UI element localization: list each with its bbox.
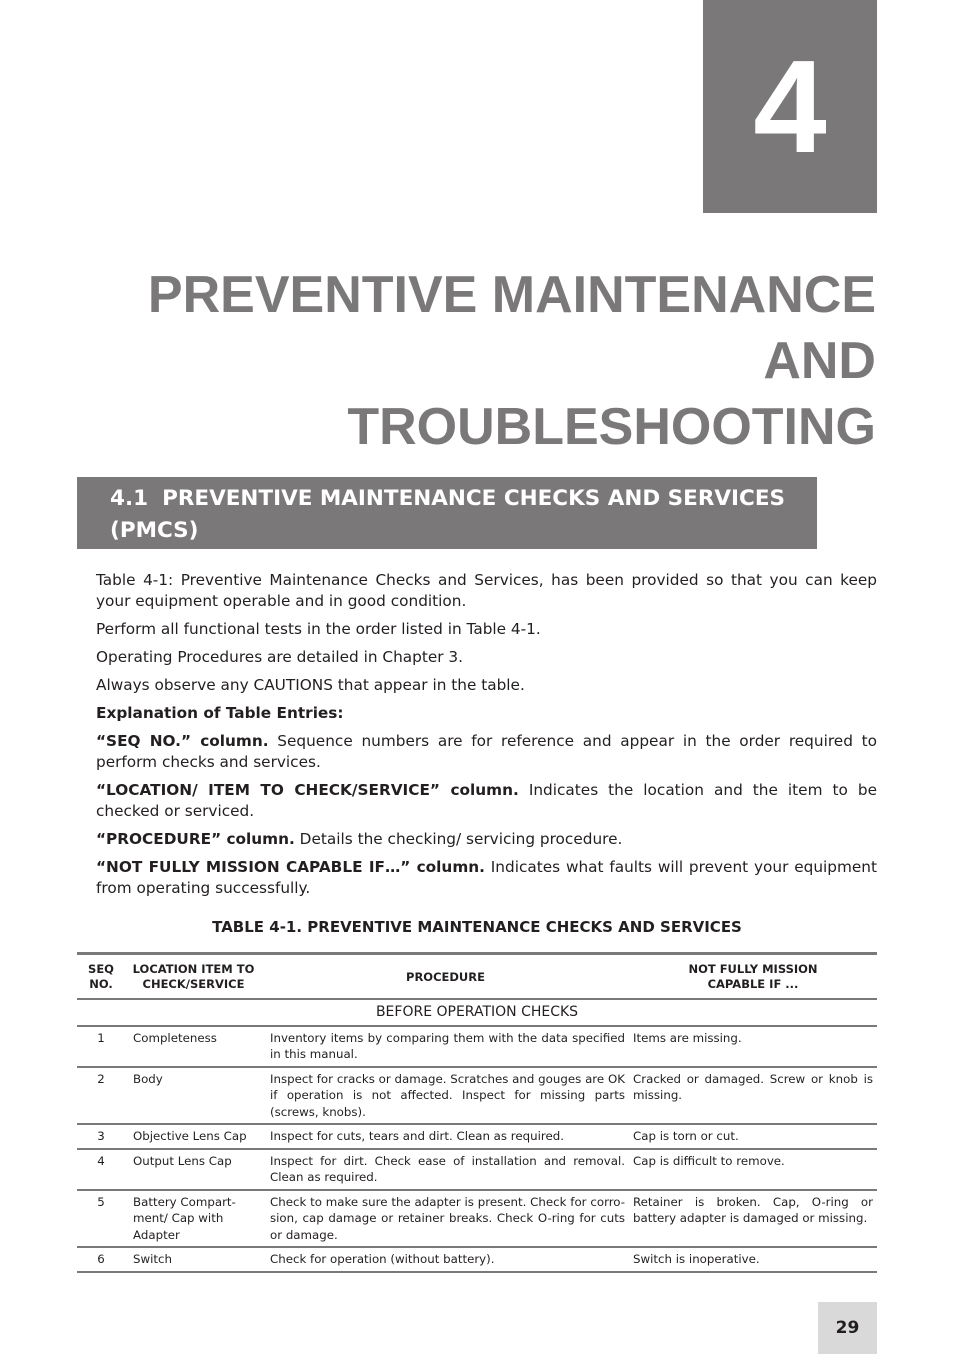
pmcs-table — [77, 952, 877, 1273]
entry-seq-no — [96, 731, 877, 773]
table-row — [77, 1190, 877, 1248]
table-row — [77, 1247, 877, 1272]
header-nfmc: NOT FULLY MISSION CAPABLE IF ... — [688, 962, 818, 991]
cell-item: Completeness — [133, 1030, 217, 1045]
chapter-number-box — [703, 0, 877, 213]
entry-procedure — [96, 829, 877, 850]
cell-seq: 6 — [97, 1252, 105, 1266]
cell-procedure: Inspect for cracks or damage. Scratches and gouges are OK if operation is not affected. Inspect for missing parts (screws, knobs). — [270, 1071, 625, 1119]
cell-seq: 3 — [97, 1129, 105, 1143]
chapter-title — [56, 262, 876, 460]
table-group-row — [77, 999, 877, 1026]
entry-location — [96, 780, 877, 822]
paragraph-intro: Table 4-1: Preventive Maintenance Checks and Services, has been provided so that you can keep your equipment operable and in good condition. — [96, 571, 877, 610]
cell-seq: 2 — [97, 1071, 105, 1086]
chapter-title-line2: TROUBLESHOOTING — [347, 398, 876, 456]
page-number: 29 — [818, 1302, 877, 1354]
header-procedure: PROCEDURE — [406, 969, 485, 984]
section-heading — [77, 477, 817, 549]
paragraph-cautions: Always observe any CAUTIONS that appear in the table. — [96, 676, 525, 694]
table-row — [77, 1124, 877, 1149]
table-row — [77, 1026, 877, 1067]
chapter-title-line1: PREVENTIVE MAINTENANCE AND — [147, 266, 876, 390]
entry-text: Indicates the location and the item to be checked or serviced. — [96, 781, 877, 820]
entry-nfmc — [96, 857, 877, 899]
cell-nfmc: Cracked or damaged. Screw or knob is missing. — [633, 1071, 873, 1102]
section-title: PREVENTIVE MAINTENANCE CHECKS AND SERVICES (PMCS) — [110, 486, 785, 543]
cell-procedure: Inventory items by comparing them with the data specified in this manual. — [270, 1030, 625, 1061]
paragraph-order: Perform all functional tests in the order listed in Table 4-1. — [96, 620, 541, 638]
table-caption: TABLE 4-1. PREVENTIVE MAINTENANCE CHECKS AND SERVICES — [212, 918, 742, 936]
paragraph-procedures: Operating Procedures are detailed in Chapter 3. — [96, 648, 464, 666]
table-header-row — [77, 954, 877, 1000]
cell-seq: 5 — [97, 1194, 105, 1209]
cell-procedure: Inspect for dirt. Check ease of installation and removal. Clean as required. — [270, 1153, 625, 1184]
explanation-heading: Explanation of Table Entries: — [96, 704, 344, 722]
chapter-number: 4 — [753, 32, 827, 180]
cell-nfmc: Switch is inoperative. — [633, 1252, 760, 1266]
cell-item: Output Lens Cap — [133, 1153, 232, 1168]
cell-seq: 4 — [97, 1153, 105, 1168]
cell-nfmc: Items are missing. — [633, 1030, 742, 1045]
table-row — [77, 1067, 877, 1125]
entry-text: Indicates what faults will prevent your equipment from operating successfully. — [96, 858, 877, 897]
header-location: LOCATION ITEM TO CHECK/SERVICE — [132, 962, 255, 991]
entry-term: “PROCEDURE” column. — [96, 830, 295, 848]
entry-term: “SEQ NO.” column. — [96, 732, 269, 750]
entry-text: Details the checking/ servicing procedure. — [294, 830, 623, 848]
cell-item: Body — [133, 1071, 163, 1086]
cell-nfmc: Cap is torn or cut. — [633, 1129, 739, 1143]
cell-item: Switch — [133, 1252, 173, 1266]
cell-item: Objective Lens Cap — [133, 1129, 247, 1143]
entry-text: Sequence numbers are for reference and appear in the order required to perform checks and services. — [96, 732, 877, 771]
entry-term: “NOT FULLY MISSION CAPABLE IF…” column. — [96, 858, 485, 876]
header-seq-no: SEQ NO. — [88, 962, 114, 991]
cell-seq: 1 — [97, 1030, 105, 1045]
table-row — [77, 1149, 877, 1190]
cell-nfmc: Retainer is broken. Cap, O-ring or battery adapter is damaged or missing. — [633, 1194, 873, 1225]
entry-term: “LOCATION/ ITEM TO CHECK/SERVICE” column. — [96, 781, 519, 799]
cell-item: Battery Compart-ment/ Cap with Adapter — [133, 1194, 236, 1242]
group-label: BEFORE OPERATION CHECKS — [375, 1004, 579, 1020]
cell-procedure: Check to make sure the adapter is present. Check for corro-sion, cap damage or retainer breaks. Check O-ring for cuts or damage. — [270, 1194, 625, 1242]
cell-procedure: Check for operation (without battery). — [270, 1252, 495, 1266]
body-text — [96, 570, 877, 906]
cell-procedure: Inspect for cuts, tears and dirt. Clean as required. — [270, 1129, 564, 1143]
section-number: 4.1 — [110, 486, 149, 511]
cell-nfmc: Cap is difficult to remove. — [633, 1153, 785, 1168]
